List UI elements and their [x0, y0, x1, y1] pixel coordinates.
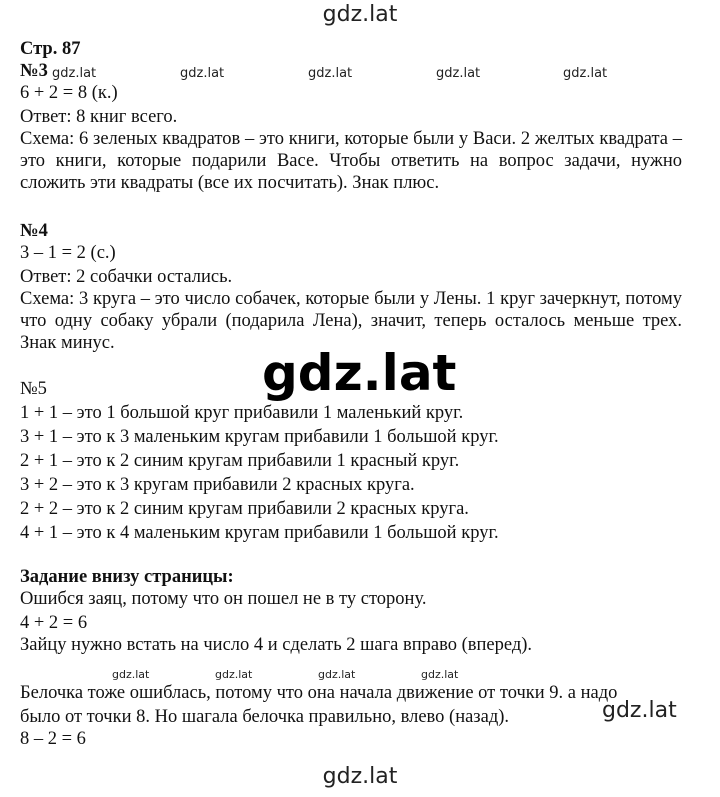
task5-line: 3 + 1 – это к 3 маленьким кругам прибавили 1 большой круг.: [20, 427, 499, 447]
task3-number: №3: [20, 61, 48, 81]
task5-line: 1 + 1 – это 1 большой круг прибавили 1 маленький круг.: [20, 403, 464, 423]
bottom-task-line: Белочка тоже ошиблась, потому что она начала движение от точки 9. а надо: [20, 683, 618, 703]
watermark-small: gdz.lat: [563, 66, 608, 81]
bottom-task-line: 4 + 2 = 6: [20, 613, 88, 633]
task4-scheme: Схема: 3 круга – это число собачек, которые были у Лены. 1 круг зачеркнут, потому что одну собаку убрали (подарила Лена), значит, теперь осталось меньше трех. Знак минус.: [20, 289, 682, 353]
bottom-task-title: Задание внизу страницы:: [20, 567, 234, 587]
bottom-task-line: 8 – 2 = 6: [20, 729, 86, 749]
task5-line: 4 + 1 – это к 4 маленьким кругам прибавили 1 большой круг.: [20, 523, 499, 543]
task5-line: 3 + 2 – это к 3 кругам прибавили 2 красных круга.: [20, 475, 415, 495]
bottom-task-line: было от точки 8. Но шагала белочка правильно, влево (назад).: [20, 707, 510, 727]
watermark-top: gdz.lat: [322, 2, 398, 27]
task5-number: №5: [20, 379, 47, 399]
watermark-small: gdz.lat: [421, 668, 459, 681]
watermark-small: gdz.lat: [215, 668, 253, 681]
bottom-task-line: Зайцу нужно встать на число 4 и сделать 2 шага вправо (вперед).: [20, 635, 533, 655]
watermark-small: gdz.lat: [318, 668, 356, 681]
task4-number: №4: [20, 221, 48, 241]
task5-line: 2 + 1 – это к 2 синим кругам прибавили 1 красный круг.: [20, 451, 460, 471]
watermark-small: gdz.lat: [180, 66, 225, 81]
watermark-small: gdz.lat: [308, 66, 353, 81]
bottom-task-line: Ошибся заяц, потому что он пошел не в ту сторону.: [20, 589, 427, 609]
watermark-large: gdz.lat: [262, 344, 457, 402]
task3-answer: Ответ: 8 книг всего.: [20, 107, 178, 127]
task4-answer: Ответ: 2 собачки остались.: [20, 267, 233, 287]
watermark-bottom: gdz.lat: [322, 764, 398, 789]
watermark-small: gdz.lat: [112, 668, 150, 681]
watermark-small: gdz.lat: [436, 66, 481, 81]
task5-line: 2 + 2 – это к 2 синим кругам прибавили 2 красных круга.: [20, 499, 469, 519]
task4-equation: 3 – 1 = 2 (с.): [20, 243, 116, 263]
page-number: Стр. 87: [20, 39, 81, 59]
watermark-small: gdz.lat: [52, 66, 97, 81]
task3-scheme: Схема: 6 зеленых квадратов – это книги, которые были у Васи. 2 желтых квадрата – это книги, которые подарили Васе. Чтобы ответить на вопрос задачи, нужно сложить эти квадраты (все их посчитать). Знак плюс.: [20, 129, 682, 193]
watermark-right: gdz.lat: [602, 698, 677, 723]
task3-equation: 6 + 2 = 8 (к.): [20, 83, 118, 103]
